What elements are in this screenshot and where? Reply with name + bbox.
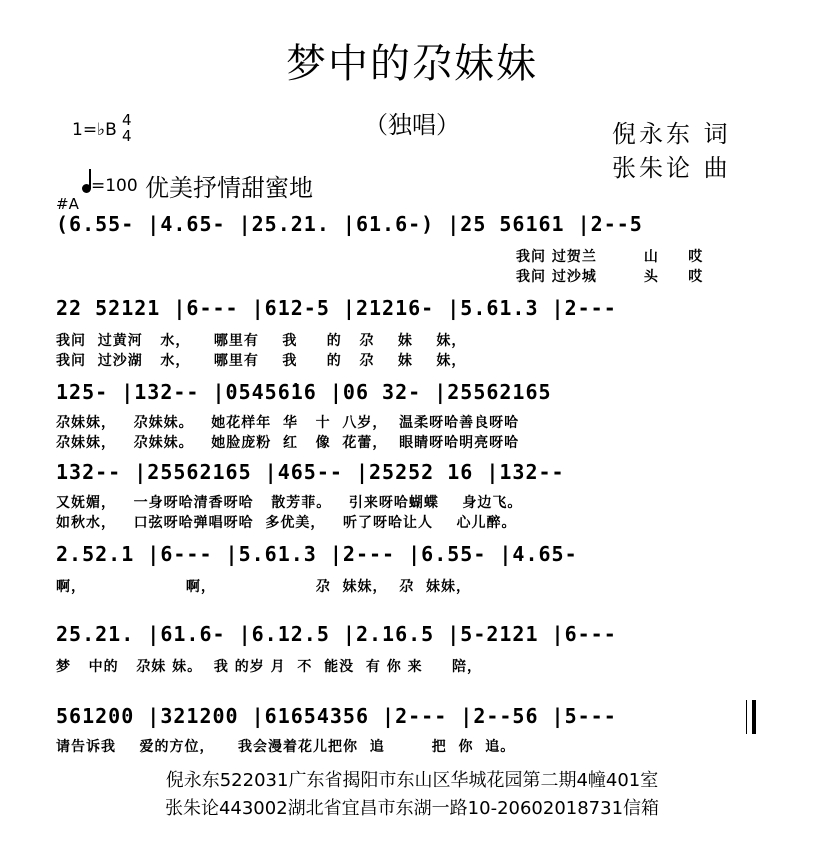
score-line-6: 25.21. |61.6- |6.12.5 |2.16.5 |5-2121 |6--- bbox=[56, 622, 617, 646]
sharp-marker: #A bbox=[56, 195, 79, 213]
score-line-1: (6.55- |4.65- |25.21. |61.6-) |25 56161 |2--5 bbox=[56, 212, 643, 236]
expression-marking: 优美抒情甜蜜地 bbox=[145, 174, 313, 202]
lyric-line: 又妩媚， 一身呀哈清香呀哈 散芳菲。 引来呀哈蝴蝶 身边飞。 bbox=[56, 495, 523, 511]
lyric-line: 梦 中的 尕妹 妹。 我 的岁 月 不 能没 有 你 来 陪， bbox=[56, 659, 482, 675]
score-line-5: 2.52.1 |6--- |5.61.3 |2--- |6.55- |4.65- bbox=[56, 542, 578, 566]
lyric-line: 我问 过贺兰 山 哎 bbox=[516, 249, 704, 265]
lyric-line: 尕妹妹， 尕妹妹。 她花样年 华 十 八岁， 温柔呀哈善良呀哈 bbox=[56, 415, 520, 431]
tempo-value: =100 bbox=[91, 176, 138, 196]
key-signature: 1=♭B bbox=[72, 120, 117, 140]
time-signature-bottom: 4 bbox=[122, 127, 132, 145]
lyric-line: 请告诉我 爱的方位， 我会漫着花儿把你 追 把 你 追。 bbox=[56, 739, 516, 755]
final-barline-thin bbox=[746, 700, 747, 734]
lyric-line: 我问 过黄河 水， 哪里有 我 的 尕 妹 妹， bbox=[56, 333, 467, 349]
address-line-2: 张朱论443002湖北省宜昌市东湖一路10-20602018731信箱 bbox=[164, 798, 660, 819]
lyric-line: 如秋水， 口弦呀哈弹唱呀哈 多优美， 听了呀哈让人 心儿醉。 bbox=[56, 515, 517, 531]
lyric-line: 啊， 啊， 尕 妹妹， 尕 妹妹， bbox=[56, 579, 471, 595]
time-signature bbox=[122, 112, 132, 144]
time-signature-top: 4 bbox=[122, 111, 132, 129]
composer-credit: 张朱论 曲 bbox=[612, 154, 731, 182]
score-line-7: 561200 |321200 |61654356 |2--- |2--56 |5--- bbox=[56, 704, 617, 728]
final-barline-thick bbox=[752, 700, 756, 734]
tempo-marking bbox=[82, 176, 138, 196]
lyric-line: 我问 过沙城 头 哎 bbox=[516, 269, 704, 285]
score-line-2: 22 52121 |6--- |612-5 |21216- |5.61.3 |2--- bbox=[56, 296, 617, 320]
address-line-1: 倪永东522031广东省揭阳市东山区华城花园第二期4幢401室 bbox=[165, 770, 659, 791]
lyricist-credit: 倪永东 词 bbox=[612, 120, 731, 148]
score-line-4: 132-- |25562165 |465-- |25252 16 |132-- bbox=[56, 460, 565, 484]
song-subtitle: （独唱） bbox=[364, 111, 460, 139]
quarter-note-icon bbox=[82, 184, 91, 193]
lyric-line: 我问 过沙湖 水， 哪里有 我 的 尕 妹 妹， bbox=[56, 353, 467, 369]
lyric-line: 尕妹妹， 尕妹妹。 她脸庞粉 红 像 花蕾， 眼睛呀哈明亮呀哈 bbox=[56, 435, 520, 451]
score-line-3: 125- |132-- |05456̇16 |06 32- |25562165 bbox=[56, 380, 552, 404]
song-title: 梦中的尕妹妹 bbox=[286, 41, 538, 87]
